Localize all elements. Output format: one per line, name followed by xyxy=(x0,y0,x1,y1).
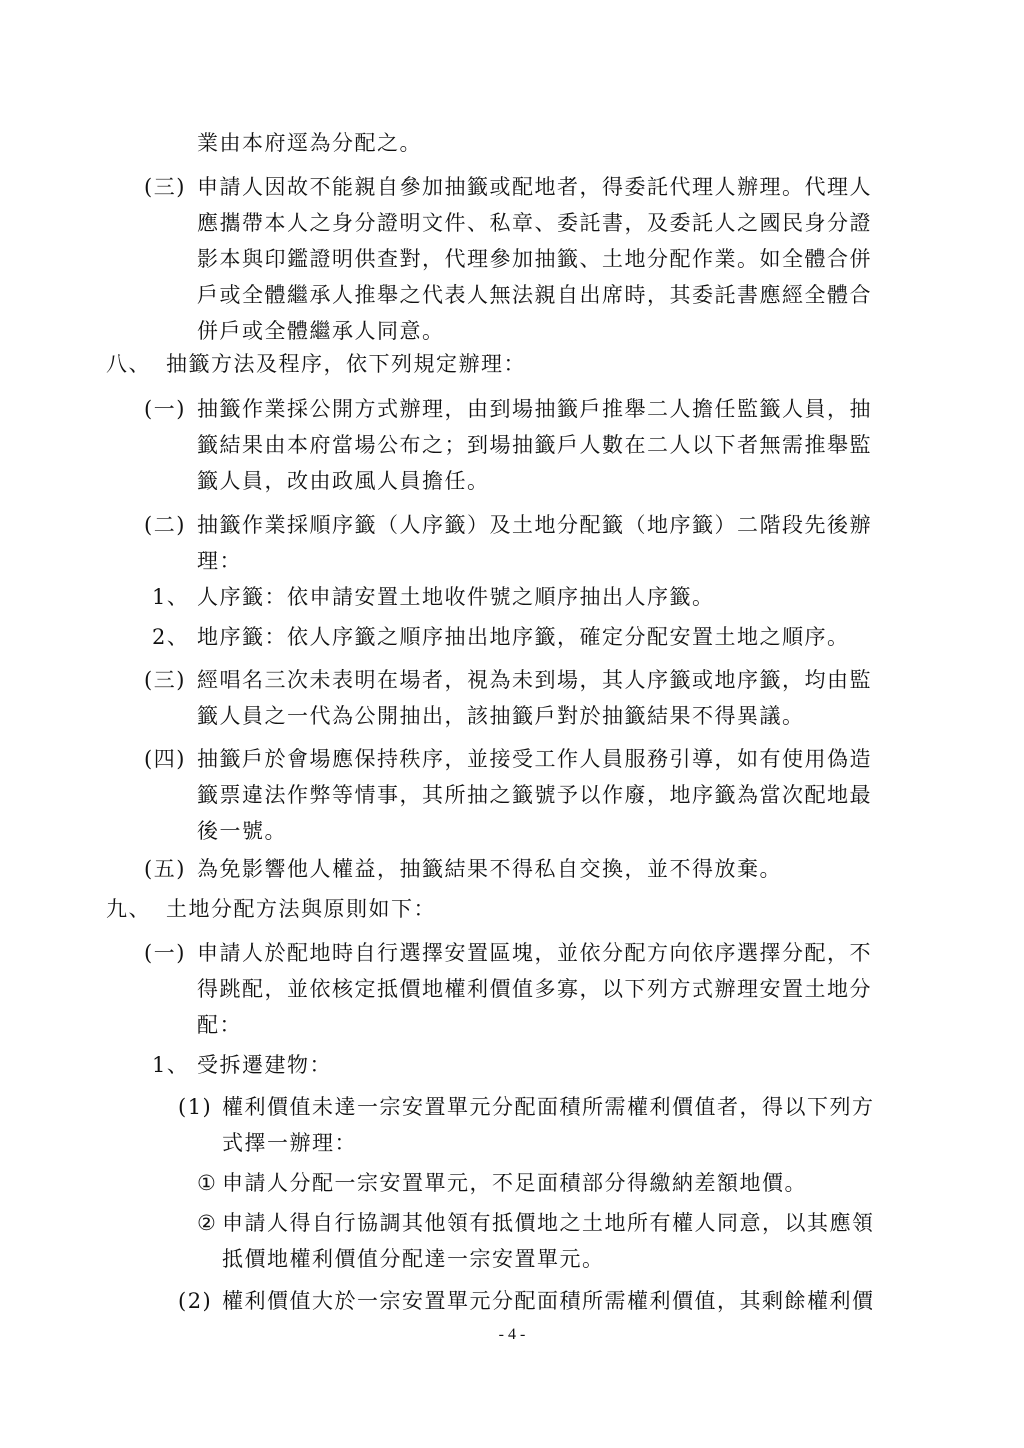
text-line: 籤人員，改由政風人員擔任。 xyxy=(197,469,490,493)
text-line: 式擇一辦理： xyxy=(222,1131,357,1155)
text-line: 籤人員之一代為公開抽出，該抽籤戶對於抽籤結果不得異議。 xyxy=(197,704,805,728)
text-line: 配： xyxy=(197,1013,242,1037)
text-line: 戶或全體繼承人推舉之代表人無法親自出席時，其委託書應經全體合 xyxy=(197,283,872,307)
list-item: (一) 申請人於配地時自行選擇安置區塊，並依分配方向依序選擇分配，不 xyxy=(144,935,872,971)
text-line: 影本與印鑑證明供查對，代理參加抽籤、土地分配作業。如全體合併 xyxy=(197,247,872,271)
list-marker: (二) xyxy=(144,513,186,537)
list-marker: (三) xyxy=(144,175,186,199)
list-item: (三) 申請人因故不能親自參加抽籤或配地者，得委託代理人辦理。代理人 xyxy=(144,169,872,205)
list-marker: (一) xyxy=(144,941,186,965)
list-item: 1、 受拆遷建物： xyxy=(152,1047,332,1083)
section-marker: 九、 xyxy=(106,897,151,921)
text-line: 籤票違法作弊等情事，其所抽之籤號予以作廢，地序籤為當次配地最 xyxy=(197,783,872,807)
text-line: 併戶或全體繼承人同意。 xyxy=(197,319,445,343)
text-line: 後一號。 xyxy=(197,819,287,843)
section-heading: 九、 土地分配方法與原則如下： xyxy=(106,891,436,927)
text-line: 抵價地權利價值分配達一宗安置單元。 xyxy=(222,1247,605,1271)
list-item: (三) 經唱名三次未表明在場者，視為未到場，其人序籤或地序籤，均由監 xyxy=(144,662,872,698)
list-marker: (一) xyxy=(144,397,186,421)
list-item: 2、 地序籤：依人序籤之順序抽出地序籤，確定分配安置土地之順序。 xyxy=(152,619,850,655)
section-heading: 八、 抽籤方法及程序，依下列規定辦理： xyxy=(106,346,526,382)
list-marker: 1、 xyxy=(152,1053,190,1077)
list-marker: ② xyxy=(197,1211,218,1235)
list-item: ① 申請人分配一宗安置單元，不足面積部分得繳納差額地價。 xyxy=(197,1165,807,1201)
list-item: (四) 抽籤戶於會場應保持秩序，並接受工作人員服務引導，如有使用偽造 xyxy=(144,741,872,777)
list-item: 1、 人序籤：依申請安置土地收件號之順序抽出人序籤。 xyxy=(152,579,715,615)
list-marker: 2、 xyxy=(152,625,190,649)
list-item: ② 申請人得自行協調其他領有抵價地之土地所有權人同意，以其應領 xyxy=(197,1205,875,1241)
list-marker: 1、 xyxy=(152,585,190,609)
list-marker: (2) xyxy=(178,1289,213,1313)
list-item: (一) 抽籤作業採公開方式辦理，由到場抽籤戶推舉二人擔任監籤人員，抽 xyxy=(144,391,872,427)
text-line: 理： xyxy=(197,549,242,573)
text-line: 籤結果由本府當場公布之；到場抽籤戶人數在二人以下者無需推舉監 xyxy=(197,433,872,457)
list-item: (1) 權利價值未達一宗安置單元分配面積所需權利價值者，得以下列方 xyxy=(178,1089,875,1125)
list-item: (二) 抽籤作業採順序籤（人序籤）及土地分配籤（地序籤）二階段先後辦 xyxy=(144,507,872,543)
list-marker: (五) xyxy=(144,857,186,881)
list-item: (2) 權利價值大於一宗安置單元分配面積所需權利價值，其剩餘權利價 xyxy=(178,1283,875,1319)
section-marker: 八、 xyxy=(106,352,151,376)
list-marker: (三) xyxy=(144,668,186,692)
list-marker: (四) xyxy=(144,747,186,771)
text-line: 得跳配，並依核定抵價地權利價值多寡，以下列方式辦理安置土地分 xyxy=(197,977,872,1001)
list-marker: (1) xyxy=(178,1095,213,1119)
list-item: (五) 為免影響他人權益，抽籤結果不得私自交換，並不得放棄。 xyxy=(144,851,782,887)
text-line: 業由本府逕為分配之。 xyxy=(197,131,422,155)
text-line: 應攜帶本人之身分證明文件、私章、委託書，及委託人之國民身分證 xyxy=(197,211,872,235)
list-marker: ① xyxy=(197,1171,218,1195)
page-number: - 4 - xyxy=(498,1326,526,1343)
